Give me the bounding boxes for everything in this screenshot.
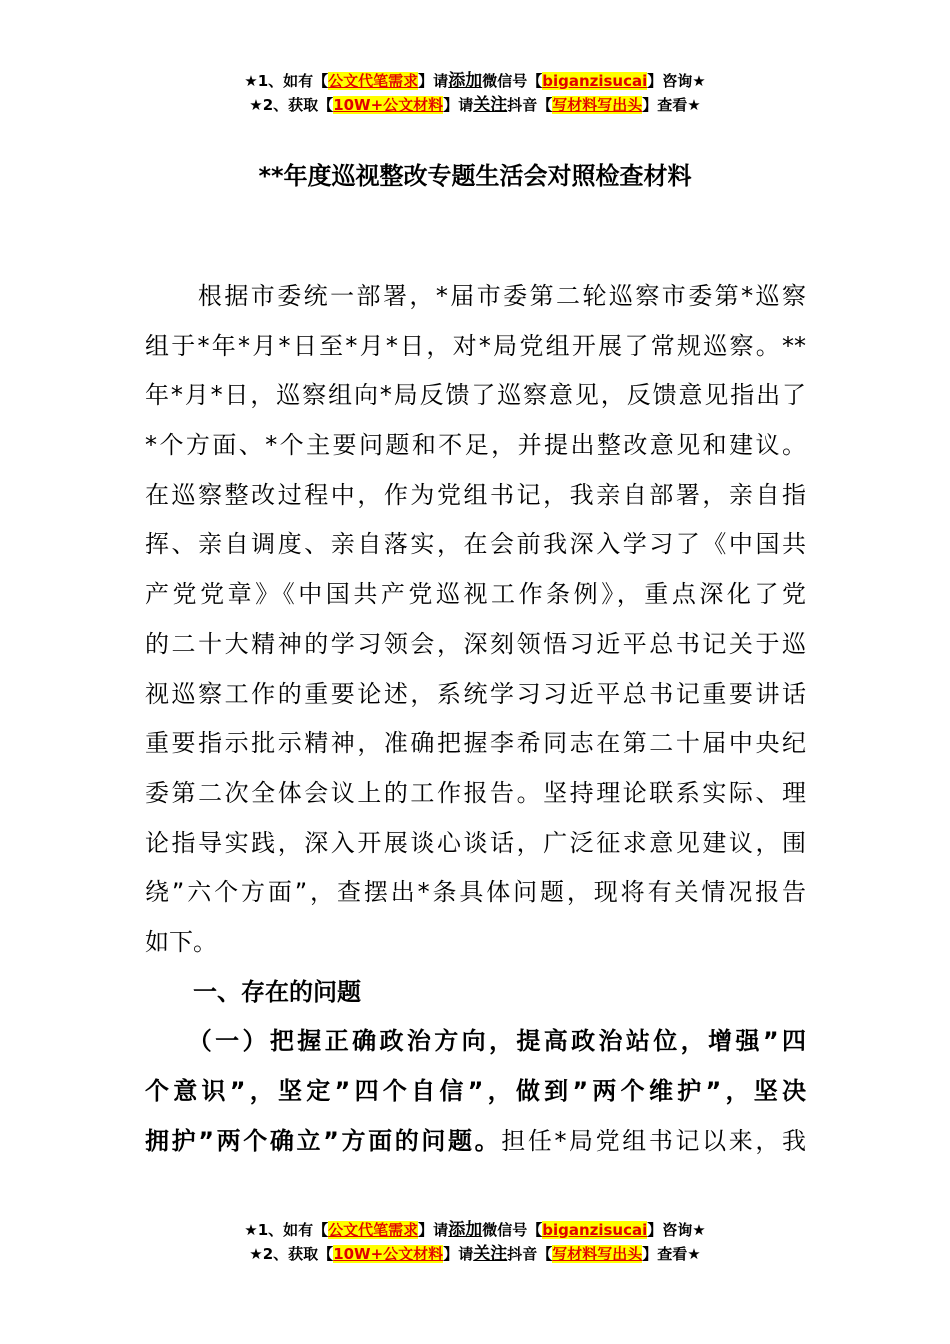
text-line: 绕”六个方面”，查摆出*条具体问题，现将有关情况报告 bbox=[145, 878, 806, 907]
bold-line: 个意识”，坚定”四个自信”，做到”两个维护”，坚决 bbox=[145, 1077, 806, 1105]
bottom-banner bbox=[0, 1218, 950, 1266]
banner-line-2: ★2、获取【10W+公文材料】请关注抖音【写材料写出头】查看★ bbox=[249, 95, 701, 115]
banner-line-2: ★2、获取【10W+公文材料】请关注抖音【写材料写出头】查看★ bbox=[249, 1244, 701, 1264]
text-line: 组于*年*月*日至*月*日，对*局党组开展了常规巡察。** bbox=[145, 331, 806, 360]
text-line: 产党党章》《中国共产党巡视工作条例》，重点深化了党 bbox=[145, 580, 806, 609]
text-line: 在巡察整改过程中，作为党组书记，我亲自部署，亲自指 bbox=[145, 480, 806, 509]
section-heading: 一、存在的问题 bbox=[145, 977, 361, 1006]
text-line: 委第二次全体会议上的工作报告。坚持理论联系实际、理 bbox=[145, 778, 806, 807]
mixed-line: 拥护”两个确立”方面的问题。担任*局党组书记以来，我 bbox=[145, 1126, 807, 1155]
text-line: 年*月*日，巡察组向*局反馈了巡察意见，反馈意见指出了 bbox=[145, 381, 806, 410]
paragraph-intro bbox=[145, 272, 806, 968]
banner-line-1: ★1、如有【公文代笔需求】请添加微信号【biganzisucai】咨询★ bbox=[244, 71, 706, 91]
document-title: **年度巡视整改专题生活会对照检查材料 bbox=[258, 162, 692, 190]
bold-line: （一）把握正确政治方向，提高政治站位，增强”四 bbox=[145, 1027, 806, 1056]
text-line: 挥、亲自调度、亲自落实，在会前我深入学习了《中国共 bbox=[145, 530, 806, 559]
text-line: 视巡察工作的重要论述，系统学习习近平总书记重要讲话 bbox=[145, 679, 806, 708]
text-line: 论指导实践，深入开展谈心谈话，广泛征求意见建议，围 bbox=[145, 828, 806, 857]
banner-line-1: ★1、如有【公文代笔需求】请添加微信号【biganzisucai】咨询★ bbox=[244, 1220, 706, 1240]
document-body bbox=[145, 272, 806, 1166]
text-line: 如下。 bbox=[145, 927, 217, 956]
top-banner bbox=[0, 69, 950, 117]
text-line: 根据市委统一部署，*届市委第二轮巡察市委第*巡察 bbox=[145, 282, 806, 310]
text-line: *个方面、*个主要问题和不足，并提出整改意见和建议。 bbox=[145, 431, 806, 460]
text-line: 的二十大精神的学习领会，深刻领悟习近平总书记关于巡 bbox=[145, 629, 806, 658]
text-line: 重要指示批示精神，准确把握李希同志在第二十届中央纪 bbox=[145, 729, 806, 758]
